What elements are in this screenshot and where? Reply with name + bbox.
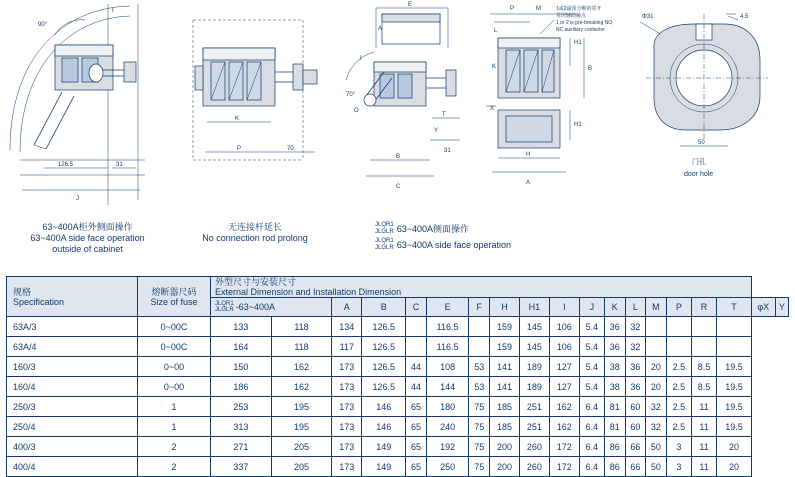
caption-1-en: 63~400A side face operation: [30, 233, 145, 243]
cell-B: 118: [271, 337, 332, 357]
cell-L: 6.4: [579, 397, 604, 417]
cell-Y: 19.5: [717, 377, 752, 397]
cell-E: 126.5: [362, 337, 406, 357]
cell-fuse-size: 0~00C: [138, 317, 211, 337]
cell-A: 186: [211, 377, 272, 397]
cell-H: 116.5: [426, 337, 469, 357]
table-row: [7, 457, 789, 477]
caption-2: [175, 222, 335, 244]
cell-F: 65: [406, 437, 427, 457]
svg-text:50: 50: [698, 140, 705, 146]
cell-Y: [717, 337, 752, 357]
cell-I: 185: [490, 417, 520, 437]
cell-C: 117: [332, 337, 362, 357]
svg-text:门孔: 门孔: [692, 159, 706, 166]
drawing-panel-3: [330, 0, 470, 215]
cell-F: 65: [406, 457, 427, 477]
cell-A: 337: [211, 457, 272, 477]
cell-C: 173: [332, 377, 362, 397]
cell-E: 149: [362, 457, 406, 477]
cell-P: 60: [625, 397, 646, 417]
svg-text:door hole: door hole: [684, 171, 714, 178]
cell-H1: 75: [469, 397, 490, 417]
svg-text:I: I: [360, 56, 362, 62]
table-body: [7, 317, 789, 477]
cell-M: 36: [605, 337, 626, 357]
cell-M: 86: [605, 437, 626, 457]
cell-P: 32: [625, 317, 646, 337]
cell-K: 162: [549, 397, 579, 417]
cell-specification: 63A/3: [7, 317, 138, 337]
cell-H1: 75: [469, 437, 490, 457]
caption-1: [0, 222, 175, 255]
cell-E: 126.5: [362, 317, 406, 337]
cell-B: 118: [271, 317, 332, 337]
svg-text:126.5: 126.5: [58, 162, 74, 168]
header-col-Y: Y: [775, 298, 788, 317]
cell-R: 32: [646, 417, 667, 437]
cell-P: 66: [625, 437, 646, 457]
cell-K: 127: [549, 377, 579, 397]
cell-φX: 8.5: [691, 357, 716, 377]
cell-T: [666, 317, 691, 337]
caption-3-tag2-en: JLGLR: [375, 245, 394, 251]
header-col-R: R: [691, 298, 716, 317]
header-model-range-text: -63~400A: [235, 302, 275, 312]
header-model-tags: [215, 301, 234, 313]
cell-T: 2.5: [666, 397, 691, 417]
cell-P: 32: [625, 337, 646, 357]
cell-R: 32: [646, 397, 667, 417]
cell-specification: 400/3: [7, 437, 138, 457]
caption-1-cn: 63~400A柜外侧面操作: [42, 222, 133, 232]
cell-L: 5.4: [579, 357, 604, 377]
cell-E: 126.5: [362, 357, 406, 377]
cell-E: 146: [362, 397, 406, 417]
svg-text:31: 31: [444, 148, 451, 154]
header-specification-en: Specification: [13, 296, 65, 307]
cell-specification: 250/3: [7, 397, 138, 417]
header-fuse-cn: 熔断器尺码: [151, 286, 197, 297]
cell-Y: 19.5: [717, 357, 752, 377]
cell-H1: 53: [469, 377, 490, 397]
cell-fuse-size: 1: [138, 417, 211, 437]
cell-K: 106: [549, 337, 579, 357]
cell-H: 240: [426, 417, 469, 437]
cell-C: 173: [332, 457, 362, 477]
svg-text:I: I: [112, 8, 114, 14]
cell-fuse-size: 0~00C: [138, 337, 211, 357]
header-col-H: H: [490, 298, 520, 317]
cell-M: 81: [605, 397, 626, 417]
caption-3-cn: 63~400A侧面操作: [396, 223, 469, 234]
cell-M: 38: [605, 357, 626, 377]
cell-E: 126.5: [362, 377, 406, 397]
cell-P: 60: [625, 417, 646, 437]
caption-3-tags-en: [375, 238, 394, 252]
header-dimensions-en: External Dimension and Installation Dimension: [215, 287, 402, 297]
caption-3: [375, 222, 605, 252]
cell-B: 205: [271, 437, 332, 457]
svg-text:70°: 70°: [346, 92, 356, 98]
cell-K: 162: [549, 417, 579, 437]
cell-M: 38: [605, 377, 626, 397]
header-col-φX: φX: [751, 298, 775, 317]
cell-H1: 53: [469, 357, 490, 377]
caption-3-en: 63~400A side face operation: [396, 239, 512, 250]
cell-F: 65: [406, 417, 427, 437]
cell-F: 44: [406, 377, 427, 397]
svg-text:A: A: [378, 26, 383, 32]
cell-Y: 19.5: [717, 417, 752, 437]
header-col-P: P: [666, 298, 691, 317]
svg-text:E: E: [408, 2, 413, 8]
svg-text:C: C: [396, 184, 401, 190]
svg-text:70: 70: [287, 146, 294, 152]
drawing-panel-5: [620, 0, 795, 215]
table-header-row-1: [7, 277, 789, 298]
cell-H: 180: [426, 397, 469, 417]
cell-L: 5.4: [579, 377, 604, 397]
cell-Y: 19.5: [717, 397, 752, 417]
svg-text:Y: Y: [434, 128, 439, 134]
caption-3-tag1-en: JLQR1: [375, 238, 394, 244]
cell-R: 20: [646, 357, 667, 377]
cell-L: 5.4: [579, 317, 604, 337]
cell-I: 185: [490, 397, 520, 417]
svg-text:P: P: [237, 146, 242, 152]
cell-H: 144: [426, 377, 469, 397]
cell-Y: 20: [717, 457, 752, 477]
cell-R: [646, 337, 667, 357]
svg-text:K: K: [492, 64, 497, 70]
cell-K: 127: [549, 357, 579, 377]
cell-A: 164: [211, 337, 272, 357]
header-col-E: E: [426, 298, 469, 317]
table-row: [7, 357, 789, 377]
cell-specification: 250/4: [7, 417, 138, 437]
cell-F: 44: [406, 357, 427, 377]
cell-F: [406, 317, 427, 337]
cell-I: 141: [490, 357, 520, 377]
cell-J: 260: [519, 457, 549, 477]
svg-text:31: 31: [116, 162, 123, 168]
cell-φX: 11: [691, 437, 716, 457]
cell-K: 172: [549, 457, 579, 477]
cell-T: [666, 337, 691, 357]
svg-text:常闭辅助触点: 常闭辅助触点: [556, 13, 587, 19]
cell-F: 65: [406, 397, 427, 417]
cell-fuse-size: 2: [138, 457, 211, 477]
svg-text:P: P: [510, 6, 515, 12]
cell-I: 159: [490, 317, 520, 337]
cell-J: 145: [519, 337, 549, 357]
cell-J: 189: [519, 377, 549, 397]
drawing-panel-4: [470, 0, 620, 215]
cell-H: 192: [426, 437, 469, 457]
cell-I: 200: [490, 437, 520, 457]
cell-fuse-size: 0~00: [138, 357, 211, 377]
cell-T: 2.5: [666, 417, 691, 437]
cell-M: 36: [605, 317, 626, 337]
cell-A: 271: [211, 437, 272, 457]
cell-R: 50: [646, 457, 667, 477]
cell-A: 253: [211, 397, 272, 417]
table-row: [7, 317, 789, 337]
cell-C: 134: [332, 317, 362, 337]
header-col-C: C: [406, 298, 427, 317]
cell-K: 172: [549, 437, 579, 457]
svg-text:H1: H1: [574, 40, 582, 46]
svg-text:T: T: [442, 112, 446, 118]
cell-T: 3: [666, 457, 691, 477]
cell-A: 313: [211, 417, 272, 437]
dimension-table: [6, 276, 789, 477]
header-fuse-en: Size of fuse: [150, 296, 198, 307]
cell-H: 250: [426, 457, 469, 477]
cell-φX: [691, 317, 716, 337]
cell-H1: [469, 317, 490, 337]
cell-H1: 75: [469, 457, 490, 477]
svg-text:M: M: [536, 6, 541, 12]
svg-text:1 or 2 is pre-breaking NO,: 1 or 2 is pre-breaking NO,: [556, 20, 614, 26]
svg-text:H: H: [526, 152, 531, 158]
table-row: [7, 377, 789, 397]
cell-P: 66: [625, 457, 646, 477]
caption-2-en: No connection rod prolong: [202, 233, 308, 243]
header-model-tag1: JLQR1: [215, 301, 234, 307]
header-specification: [7, 277, 138, 317]
svg-text:O: O: [354, 108, 359, 114]
cell-A: 150: [211, 357, 272, 377]
cell-E: 149: [362, 437, 406, 457]
cell-specification: 160/4: [7, 377, 138, 397]
header-col-T: T: [717, 298, 752, 317]
header-col-H1: H1: [519, 298, 549, 317]
svg-text:L: L: [494, 28, 498, 34]
cell-C: 173: [332, 397, 362, 417]
dimension-table-wrap: [6, 276, 789, 477]
cell-Y: 20: [717, 437, 752, 457]
cell-specification: 160/3: [7, 357, 138, 377]
svg-text:1或2副预分断的常开: 1或2副预分断的常开: [556, 6, 602, 12]
cell-L: 5.4: [579, 337, 604, 357]
caption-1-en2: outside of cabinet: [52, 244, 123, 254]
cell-I: 141: [490, 377, 520, 397]
header-col-M: M: [646, 298, 667, 317]
svg-text:A: A: [526, 180, 531, 186]
cell-fuse-size: 2: [138, 437, 211, 457]
cell-T: 2.5: [666, 357, 691, 377]
cell-R: [646, 317, 667, 337]
header-dimensions-cn: 外型尺寸与安装尺寸: [215, 277, 297, 287]
cell-B: 162: [271, 357, 332, 377]
cell-M: 86: [605, 457, 626, 477]
cell-φX: 8.5: [691, 377, 716, 397]
drawing-panel-2: [175, 0, 330, 215]
cell-L: 6.4: [579, 437, 604, 457]
table-row: [7, 397, 789, 417]
cell-B: 195: [271, 417, 332, 437]
svg-text:4.5: 4.5: [740, 14, 749, 20]
header-col-J: J: [579, 298, 604, 317]
cell-T: 2.5: [666, 377, 691, 397]
cell-Y: [717, 317, 752, 337]
cell-R: 20: [646, 377, 667, 397]
header-col-A: A: [332, 298, 362, 317]
cell-I: 200: [490, 457, 520, 477]
cell-specification: 63A/4: [7, 337, 138, 357]
cell-B: 205: [271, 457, 332, 477]
caption-3-tag2: JLGLR: [375, 229, 394, 235]
cell-H: 116.5: [426, 317, 469, 337]
cell-fuse-size: 0~00: [138, 377, 211, 397]
drawing-panel-1: [0, 0, 175, 215]
cell-φX: 11: [691, 417, 716, 437]
cell-J: 260: [519, 437, 549, 457]
header-model-range: [211, 298, 332, 317]
svg-text:K: K: [235, 116, 240, 122]
header-col-B: B: [362, 298, 406, 317]
header-col-F: F: [469, 298, 490, 317]
svg-text:90°: 90°: [38, 22, 48, 28]
cell-R: 50: [646, 437, 667, 457]
cell-P: 36: [625, 377, 646, 397]
cell-A: 133: [211, 317, 272, 337]
svg-text:B: B: [396, 154, 401, 160]
header-fuse: [138, 277, 211, 317]
svg-text:B: B: [588, 66, 593, 72]
svg-text:NC auxiliary contactor: NC auxiliary contactor: [556, 27, 605, 33]
cell-φX: 11: [691, 397, 716, 417]
table-row: [7, 437, 789, 457]
cell-J: 145: [519, 317, 549, 337]
caption-2-cn: 无连接杆延长: [227, 222, 282, 232]
cell-J: 251: [519, 397, 549, 417]
cell-J: 189: [519, 357, 549, 377]
cell-M: 81: [605, 417, 626, 437]
svg-text:J: J: [76, 196, 79, 202]
cell-L: 6.4: [579, 457, 604, 477]
cell-C: 173: [332, 417, 362, 437]
svg-text:Φ31: Φ31: [642, 14, 654, 20]
cell-F: [406, 337, 427, 357]
cell-H: 108: [426, 357, 469, 377]
cell-E: 146: [362, 417, 406, 437]
header-dimensions: [211, 277, 752, 298]
table-row: [7, 337, 789, 357]
table-row: [7, 417, 789, 437]
cell-C: 173: [332, 437, 362, 457]
header-col-K: K: [605, 298, 626, 317]
caption-3-tags: [375, 222, 394, 236]
cell-C: 173: [332, 357, 362, 377]
cell-fuse-size: 1: [138, 397, 211, 417]
cell-T: 3: [666, 437, 691, 457]
cell-B: 162: [271, 377, 332, 397]
svg-text:H1: H1: [574, 122, 582, 128]
header-specification-cn: 规格: [13, 286, 32, 297]
svg-text:X: X: [490, 106, 495, 112]
cell-L: 6.4: [579, 417, 604, 437]
header-model-tag2: JLGLR: [215, 307, 234, 313]
header-col-L: L: [625, 298, 646, 317]
cell-J: 251: [519, 417, 549, 437]
cell-H1: [469, 337, 490, 357]
caption-3-tag1: JLQR1: [375, 222, 394, 228]
cell-K: 106: [549, 317, 579, 337]
cell-φX: 11: [691, 457, 716, 477]
cell-φX: [691, 337, 716, 357]
cell-B: 195: [271, 397, 332, 417]
header-col-I: I: [549, 298, 579, 317]
cell-specification: 400/4: [7, 457, 138, 477]
cell-I: 159: [490, 337, 520, 357]
cell-H1: 75: [469, 417, 490, 437]
cell-P: 36: [625, 357, 646, 377]
